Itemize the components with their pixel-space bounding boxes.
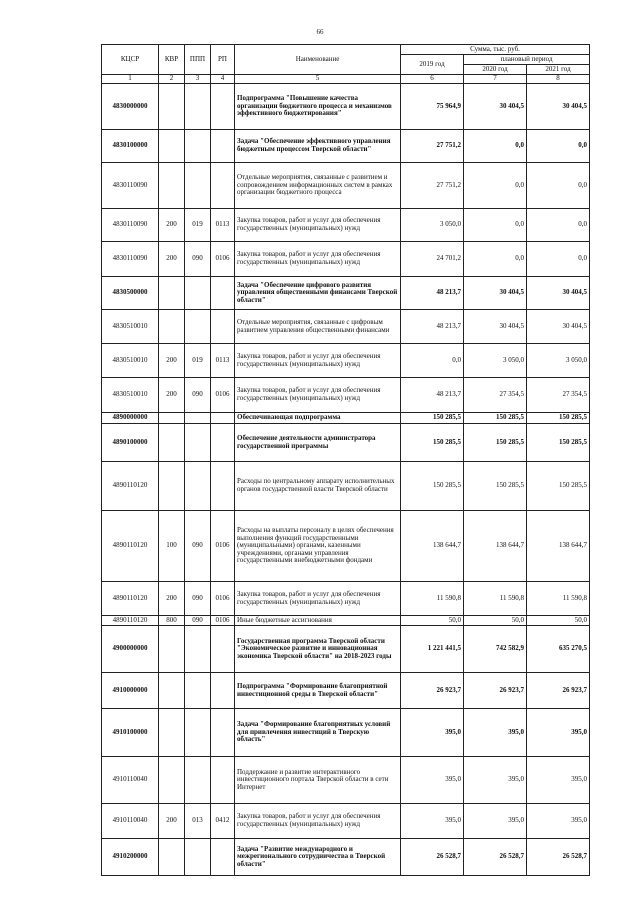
cell-rp: 0106 (211, 511, 235, 582)
cell-2021: 395,0 (527, 804, 590, 839)
cell-ppp: 019 (185, 344, 211, 378)
cell-name: Подпрограмма "Повышение качества организации бюджетного процесса и механизмов эффективного бюджетирования" (235, 84, 401, 130)
cell-kcsr: 4890100000 (102, 424, 159, 462)
cell-2021: 27 354,5 (527, 378, 590, 413)
cell-2021: 3 050,0 (527, 344, 590, 378)
table-row (102, 511, 590, 582)
cell-2021: 635 270,5 (527, 626, 590, 673)
cell-ppp: 013 (185, 804, 211, 839)
cell-2019: 11 590,8 (401, 582, 464, 616)
column-number: 4 (211, 75, 235, 84)
cell-2019: 150 285,5 (401, 413, 464, 424)
cell-name: Закупка товаров, работ и услуг для обеспечения государственных (муниципальных) нужд (235, 344, 401, 378)
cell-kvr: 800 (159, 616, 185, 626)
cell-kvr (159, 462, 185, 511)
cell-kcsr: 4830500000 (102, 277, 159, 310)
cell-2021: 395,0 (527, 757, 590, 804)
table-row (102, 424, 590, 462)
cell-name: Отдельные мероприятия, связанные с цифровым развитием управления общественными финансами (235, 310, 401, 344)
cell-name: Расходы на выплаты персоналу в целях обеспечения выполнения функций государственными (муниципальными) органами, казенными учреждениями, органами управления государственными внебюджетными фондами (235, 511, 401, 582)
column-number: 7 (464, 75, 527, 84)
cell-ppp (185, 413, 211, 424)
cell-2019: 150 285,5 (401, 424, 464, 462)
cell-name: Поддержание и развитие интерактивного инвестиционного портала Тверской области в сети Интернет (235, 757, 401, 804)
cell-2021: 26 923,7 (527, 673, 590, 709)
cell-2020: 138 644,7 (464, 511, 527, 582)
cell-2020: 30 404,5 (464, 84, 527, 130)
cell-rp (211, 626, 235, 673)
table-row (102, 709, 590, 757)
cell-2019: 75 964,9 (401, 84, 464, 130)
cell-rp: 0106 (211, 616, 235, 626)
cell-ppp (185, 709, 211, 757)
cell-2020: 0,0 (464, 242, 527, 277)
cell-name: Расходы по центральному аппарату исполнительных органов государственной власти Тверской области (235, 462, 401, 511)
table-row (102, 378, 590, 413)
header-name: Наименование (235, 45, 401, 75)
column-number: 1 (102, 75, 159, 84)
cell-ppp: 019 (185, 209, 211, 242)
cell-2020: 395,0 (464, 804, 527, 839)
cell-2020: 742 582,9 (464, 626, 527, 673)
cell-ppp: 090 (185, 582, 211, 616)
header-planned-period: плановый период (464, 55, 590, 65)
cell-2020: 11 590,8 (464, 582, 527, 616)
cell-kcsr: 4910110040 (102, 757, 159, 804)
cell-kvr: 200 (159, 378, 185, 413)
column-number: 2 (159, 75, 185, 84)
cell-rp (211, 277, 235, 310)
cell-name: Закупка товаров, работ и услуг для обеспечения государственных (муниципальных) нужд (235, 378, 401, 413)
header-year-2021: 2021 год (527, 65, 590, 75)
column-number: 8 (527, 75, 590, 84)
cell-2019: 3 050,0 (401, 209, 464, 242)
cell-2020: 26 923,7 (464, 673, 527, 709)
cell-2021: 30 404,5 (527, 84, 590, 130)
column-number-row (102, 75, 590, 84)
cell-2021: 0,0 (527, 130, 590, 163)
cell-2021: 11 590,8 (527, 582, 590, 616)
cell-2019: 395,0 (401, 757, 464, 804)
cell-2021: 138 644,7 (527, 511, 590, 582)
cell-2021: 150 285,5 (527, 413, 590, 424)
table-row (102, 310, 590, 344)
budget-table (101, 44, 590, 876)
cell-name: Государственная программа Тверской области "Экономическое развитие и инновационная экономика Тверской области" на 2018-2023 годы (235, 626, 401, 673)
cell-2019: 150 285,5 (401, 462, 464, 511)
cell-kcsr: 4910110040 (102, 804, 159, 839)
header-kvr: КВР (159, 45, 185, 75)
table-row (102, 163, 590, 209)
cell-kcsr: 4900000000 (102, 626, 159, 673)
cell-2020: 150 285,5 (464, 462, 527, 511)
cell-2020: 0,0 (464, 163, 527, 209)
cell-kvr (159, 84, 185, 130)
cell-2020: 30 404,5 (464, 310, 527, 344)
cell-2021: 0,0 (527, 209, 590, 242)
cell-kvr (159, 673, 185, 709)
cell-ppp (185, 839, 211, 876)
cell-kcsr: 4890110120 (102, 511, 159, 582)
cell-kvr (159, 277, 185, 310)
table-row (102, 413, 590, 424)
header-sum-caption: Сумма, тыс. руб. (401, 45, 590, 55)
table-row (102, 209, 590, 242)
column-number: 5 (235, 75, 401, 84)
cell-kvr (159, 709, 185, 757)
cell-2021: 150 285,5 (527, 462, 590, 511)
cell-kvr (159, 626, 185, 673)
cell-2019: 24 701,2 (401, 242, 464, 277)
cell-kcsr: 4910000000 (102, 673, 159, 709)
cell-kvr: 200 (159, 804, 185, 839)
cell-ppp (185, 84, 211, 130)
cell-kcsr: 4890110120 (102, 616, 159, 626)
cell-kcsr: 4890000000 (102, 413, 159, 424)
cell-2020: 50,0 (464, 616, 527, 626)
table-row (102, 130, 590, 163)
cell-name: Подпрограмма "Формирование благоприятной инвестиционной среды в Тверской области" (235, 673, 401, 709)
cell-kcsr: 4830110090 (102, 163, 159, 209)
cell-2021: 30 404,5 (527, 310, 590, 344)
column-number: 3 (185, 75, 211, 84)
cell-ppp: 090 (185, 511, 211, 582)
cell-rp (211, 163, 235, 209)
cell-2021: 150 285,5 (527, 424, 590, 462)
table-row (102, 582, 590, 616)
cell-2019: 50,0 (401, 616, 464, 626)
column-number: 6 (401, 75, 464, 84)
cell-kcsr: 4830510010 (102, 344, 159, 378)
cell-kvr (159, 757, 185, 804)
cell-name: Задача "Развитие международного и межрегионального сотрудничества в Тверской области" (235, 839, 401, 876)
table-row (102, 277, 590, 310)
cell-2019: 26 923,7 (401, 673, 464, 709)
cell-ppp (185, 462, 211, 511)
cell-kcsr: 4890110120 (102, 582, 159, 616)
cell-kvr: 200 (159, 242, 185, 277)
cell-rp (211, 84, 235, 130)
cell-rp: 0113 (211, 209, 235, 242)
cell-2019: 27 751,2 (401, 163, 464, 209)
cell-name: Закупка товаров, работ и услуг для обеспечения государственных (муниципальных) нужд (235, 209, 401, 242)
table-row (102, 626, 590, 673)
cell-rp: 0412 (211, 804, 235, 839)
cell-rp: 0106 (211, 242, 235, 277)
cell-2019: 48 213,7 (401, 277, 464, 310)
cell-name: Обеспечение деятельности администратора государственной программы (235, 424, 401, 462)
table-row (102, 804, 590, 839)
cell-2021: 395,0 (527, 709, 590, 757)
cell-kcsr: 4830100000 (102, 130, 159, 163)
table-row (102, 673, 590, 709)
header-kcsr: КЦСР (102, 45, 159, 75)
cell-2020: 395,0 (464, 709, 527, 757)
cell-name: Отдельные мероприятия, связанные с развитием и сопровождением информационных систем в рамках организации бюджетного процесса (235, 163, 401, 209)
cell-kvr (159, 310, 185, 344)
table-body (102, 84, 590, 876)
cell-ppp (185, 673, 211, 709)
header-year-2020: 2020 год (464, 65, 527, 75)
cell-2021: 0,0 (527, 242, 590, 277)
cell-name: Иные бюджетные ассигнования (235, 616, 401, 626)
cell-rp (211, 130, 235, 163)
cell-kcsr: 4910100000 (102, 709, 159, 757)
header-rp: РП (211, 45, 235, 75)
cell-2020: 395,0 (464, 757, 527, 804)
cell-2021: 30 404,5 (527, 277, 590, 310)
cell-ppp: 090 (185, 378, 211, 413)
cell-rp (211, 673, 235, 709)
cell-name: Задача "Формирование благоприятных условий для привлечения инвестиций в Тверскую область" (235, 709, 401, 757)
cell-name: Задача "Обеспечение эффективного управления бюджетным процессом Тверской области" (235, 130, 401, 163)
page-number: 66 (316, 28, 324, 36)
cell-2019: 138 644,7 (401, 511, 464, 582)
cell-2019: 1 221 441,5 (401, 626, 464, 673)
cell-2020: 150 285,5 (464, 424, 527, 462)
cell-rp (211, 413, 235, 424)
cell-kcsr: 4830510010 (102, 310, 159, 344)
cell-rp (211, 839, 235, 876)
table-row (102, 757, 590, 804)
cell-name: Закупка товаров, работ и услуг для обеспечения государственных (муниципальных) нужд (235, 804, 401, 839)
cell-2020: 0,0 (464, 209, 527, 242)
cell-ppp: 090 (185, 242, 211, 277)
cell-rp (211, 310, 235, 344)
header-ppp: ППП (185, 45, 211, 75)
cell-ppp (185, 310, 211, 344)
cell-kcsr: 4830510010 (102, 378, 159, 413)
cell-ppp: 090 (185, 616, 211, 626)
cell-2019: 27 751,2 (401, 130, 464, 163)
cell-ppp (185, 277, 211, 310)
cell-kvr: 200 (159, 582, 185, 616)
cell-2019: 0,0 (401, 344, 464, 378)
table-row (102, 462, 590, 511)
cell-2021: 26 528,7 (527, 839, 590, 876)
cell-kcsr: 4890110120 (102, 462, 159, 511)
cell-kcsr: 4910200000 (102, 839, 159, 876)
cell-name: Задача "Обеспечение цифрового развития управления общественными финансами Тверской области" (235, 277, 401, 310)
cell-2020: 26 528,7 (464, 839, 527, 876)
cell-2021: 0,0 (527, 163, 590, 209)
cell-kvr: 100 (159, 511, 185, 582)
cell-2020: 3 050,0 (464, 344, 527, 378)
cell-2019: 395,0 (401, 804, 464, 839)
cell-rp (211, 462, 235, 511)
cell-2021: 50,0 (527, 616, 590, 626)
cell-kcsr: 4830110090 (102, 242, 159, 277)
header-year-2019: 2019 год (401, 55, 464, 75)
cell-kvr: 200 (159, 344, 185, 378)
table-row (102, 344, 590, 378)
cell-2020: 30 404,5 (464, 277, 527, 310)
cell-rp: 0106 (211, 582, 235, 616)
cell-ppp (185, 757, 211, 804)
cell-ppp (185, 130, 211, 163)
cell-kvr (159, 163, 185, 209)
cell-rp: 0106 (211, 378, 235, 413)
cell-ppp (185, 626, 211, 673)
cell-2019: 26 528,7 (401, 839, 464, 876)
cell-kvr: 200 (159, 209, 185, 242)
cell-rp (211, 709, 235, 757)
cell-kvr (159, 424, 185, 462)
cell-rp: 0113 (211, 344, 235, 378)
cell-2020: 150 285,5 (464, 413, 527, 424)
table-header (102, 45, 590, 84)
cell-name: Закупка товаров, работ и услуг для обеспечения государственных (муниципальных) нужд (235, 582, 401, 616)
cell-kvr (159, 413, 185, 424)
cell-2020: 0,0 (464, 130, 527, 163)
cell-2019: 48 213,7 (401, 310, 464, 344)
table-row (102, 242, 590, 277)
table-row (102, 839, 590, 876)
cell-rp (211, 757, 235, 804)
cell-2019: 395,0 (401, 709, 464, 757)
cell-kvr (159, 130, 185, 163)
table-row (102, 616, 590, 626)
cell-name: Обеспечивающая подпрограмма (235, 413, 401, 424)
cell-rp (211, 424, 235, 462)
cell-2019: 48 213,7 (401, 378, 464, 413)
cell-kcsr: 4830110090 (102, 209, 159, 242)
cell-2020: 27 354,5 (464, 378, 527, 413)
cell-kcsr: 4830000000 (102, 84, 159, 130)
cell-kvr (159, 839, 185, 876)
cell-ppp (185, 424, 211, 462)
table-row (102, 84, 590, 130)
cell-name: Закупка товаров, работ и услуг для обеспечения государственных (муниципальных) нужд (235, 242, 401, 277)
cell-ppp (185, 163, 211, 209)
